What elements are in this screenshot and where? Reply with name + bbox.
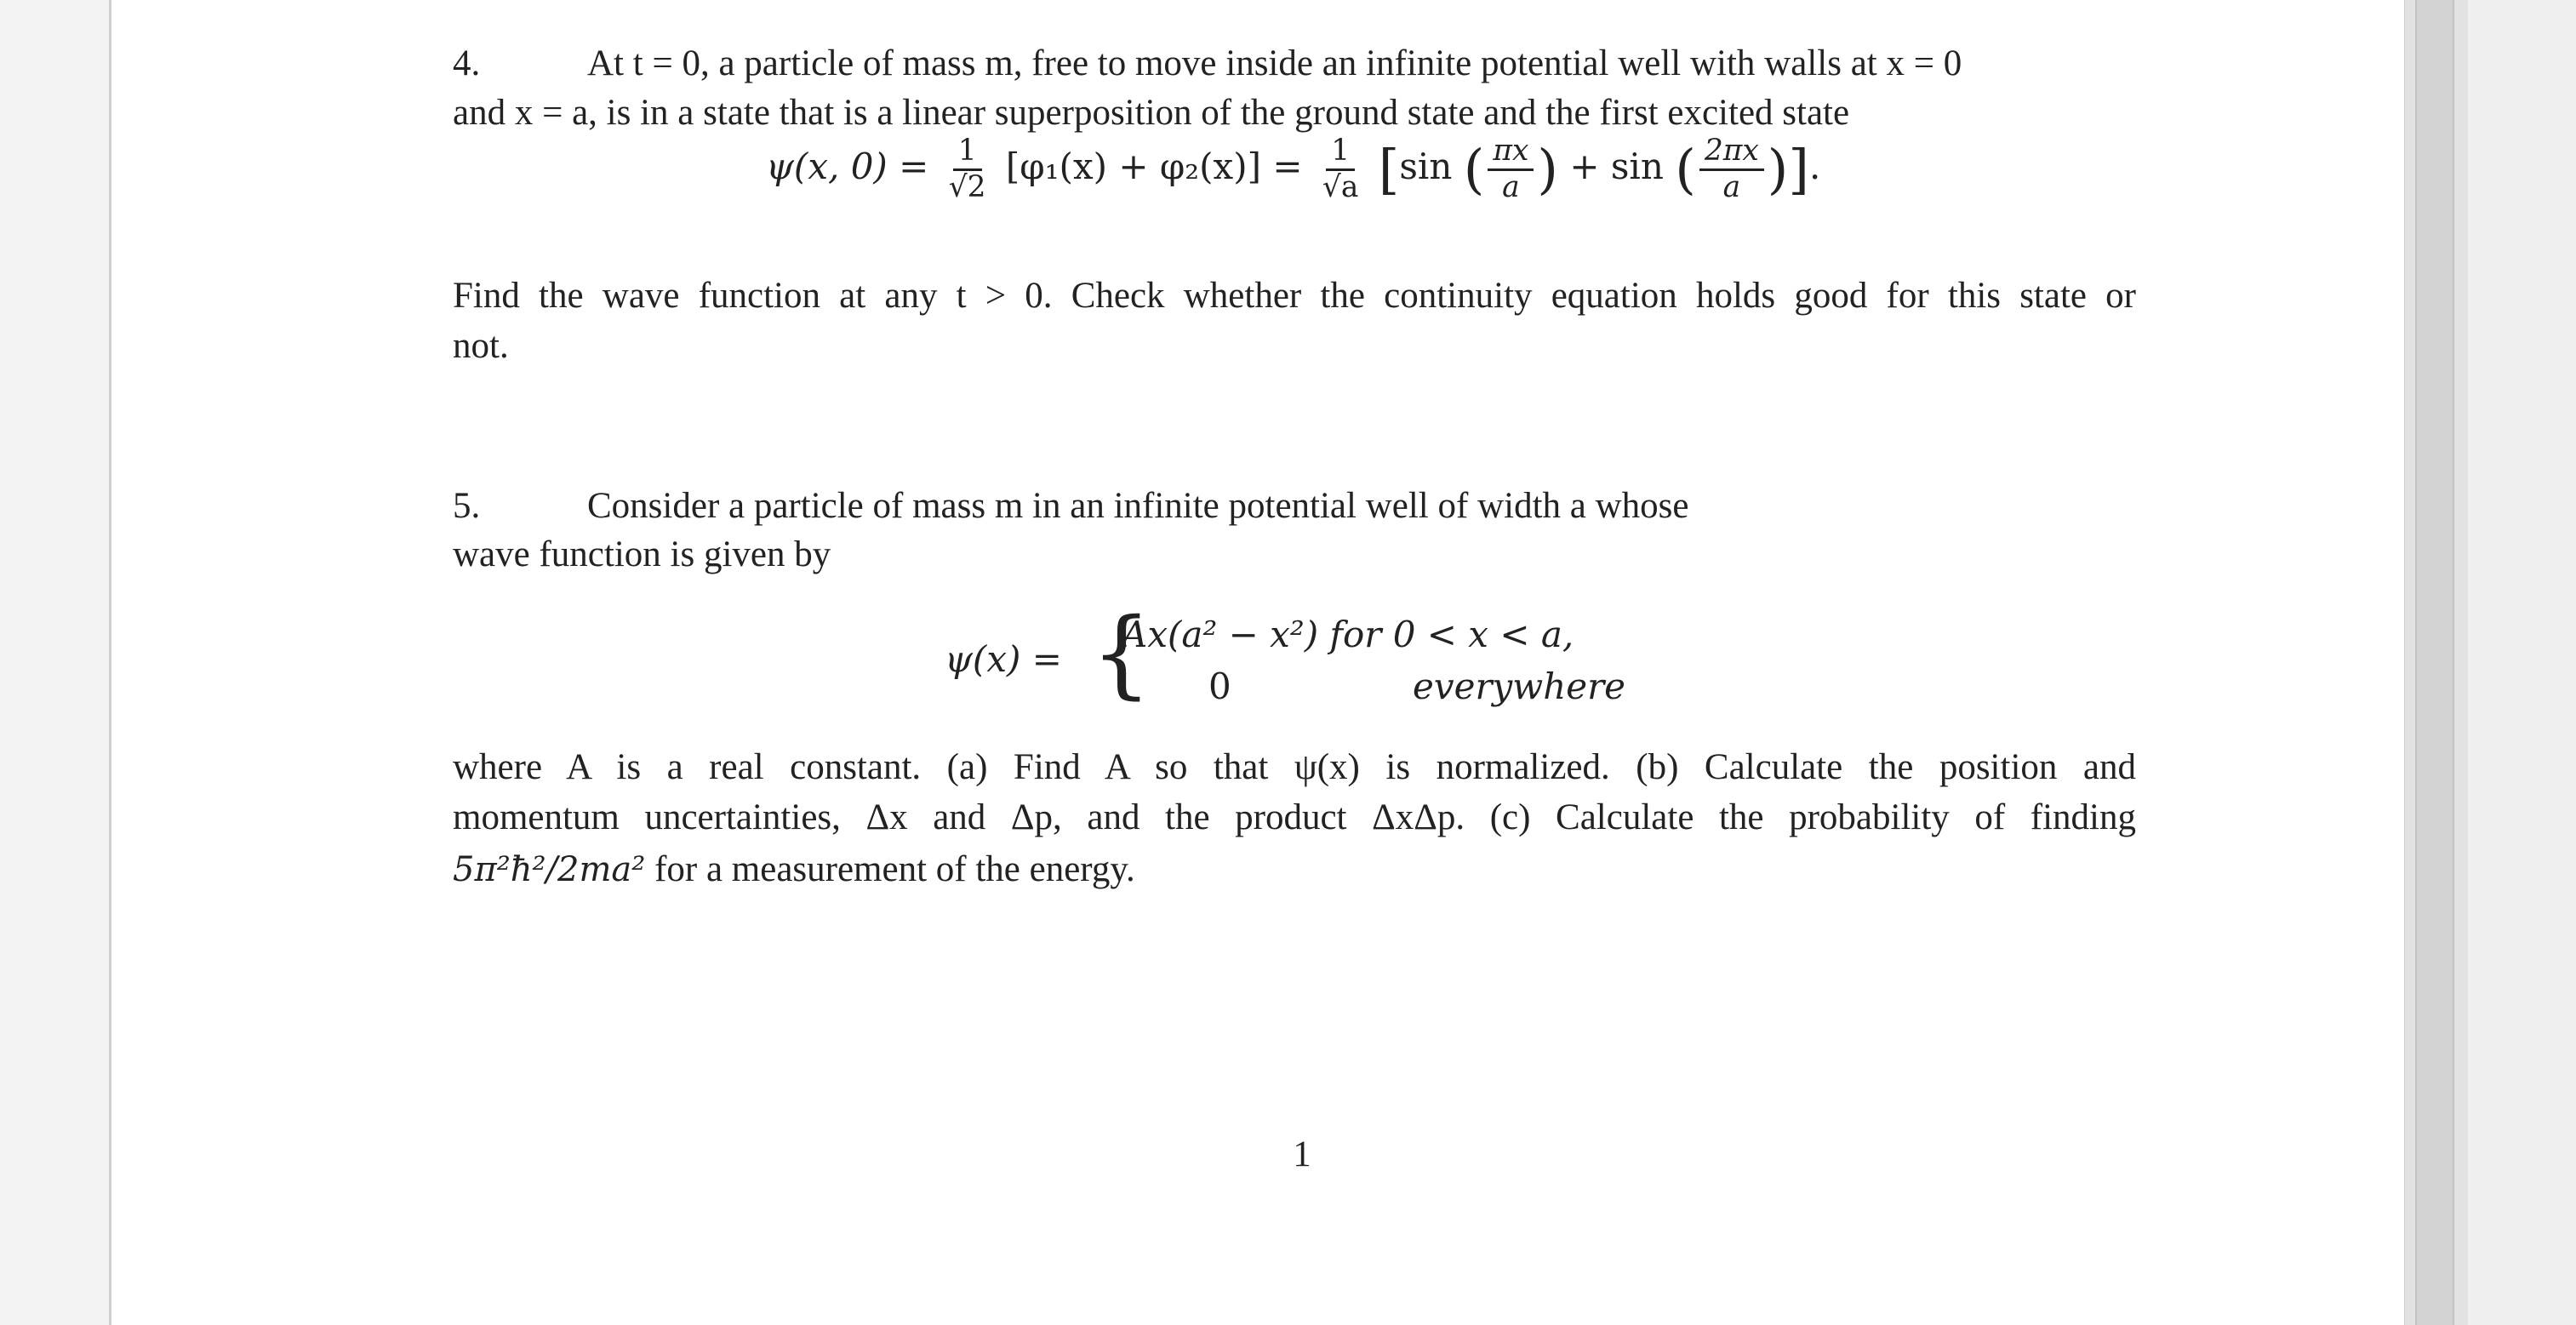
equation-bracket-term: [φ₁(x) + φ₂(x)] = xyxy=(1005,146,1303,188)
problem-4-paragraph-line-1: Find the wave function at any t > 0. Check whether the continuity equation holds good for this state or xyxy=(453,276,2136,316)
argument-2-pi-x-over-a: $\frac{2\pi x}{a}$ xyxy=(1699,134,1764,204)
problem-5-paragraph-line-1: where A is a real constant. (a) Find A so that ψ(x) is normalized. (b) Calculate the position and xyxy=(453,747,2136,787)
problem-5-paragraph-line-2: momentum uncertainties, Δx and Δp, and the product ΔxΔp. (c) Calculate the probability of finding xyxy=(453,797,2136,837)
problem-4-line-1-text: At t = 0, a particle of mass m, free to move inside an infinite potential well with walls at x = 0 xyxy=(587,43,1962,83)
problem-4-number: 4. xyxy=(453,43,481,83)
piecewise-brace: { xyxy=(1091,598,1152,709)
fraction-one-over-root-a: $\frac{1}{√a}$ xyxy=(1322,134,1359,204)
page-number: 1 xyxy=(1293,1134,1311,1174)
left-background xyxy=(0,0,109,1325)
problem-5-number: 5. xyxy=(453,486,481,526)
problem-5-line-2: wave function is given by xyxy=(453,534,831,574)
piecewise-case-2-value: 0 xyxy=(1208,665,1231,707)
problem-4-line-1 xyxy=(453,42,1962,86)
equation-lhs: ψ(x, 0) = xyxy=(766,146,929,188)
problem-5-line-1 xyxy=(453,484,1688,528)
sin-term-2: + sin xyxy=(1569,146,1664,188)
problem-5-line-1-text: Consider a particle of mass m in an infinite potential well of width a whose xyxy=(587,486,1689,526)
right-background xyxy=(2468,0,2576,1325)
argument-pi-x-over-a: $\frac{\pi x}{a}$ xyxy=(1488,134,1534,204)
problem-5-equation-lhs: ψ(x) = xyxy=(945,638,1062,680)
piecewise-case-2-condition: everywhere xyxy=(1413,665,1626,707)
fraction-one-over-root-2: $\frac{1}{√2}$ xyxy=(948,134,986,204)
problem-4-equation: ψ(x, 0) = $\frac{1}{√2}$ [φ₁(x) + φ₂(x)] = $\frac{1}{√a}$ [sin ( $\frac{\pi x}{a}$ ) + sin ( $\frac{2\pi x}{a}$ )]. xyxy=(766,134,1821,204)
sin-term-1: sin xyxy=(1399,146,1453,188)
problem-4-line-2: and x = a, is in a state that is a linear superposition of the ground state and the first excited state xyxy=(453,93,1850,133)
scrollbar-thumb[interactable] xyxy=(2415,0,2454,1325)
energy-expression: 5π²ħ²/2ma² xyxy=(453,850,646,889)
problem-4-paragraph-line-2: not. xyxy=(453,326,509,366)
problem-5-paragraph-line-3: 5π²ħ²/2ma² for a measurement of the energy. xyxy=(453,849,1135,889)
piecewise-case-1: Ax(a² − x²) for 0 < x < a, xyxy=(1122,614,1574,655)
